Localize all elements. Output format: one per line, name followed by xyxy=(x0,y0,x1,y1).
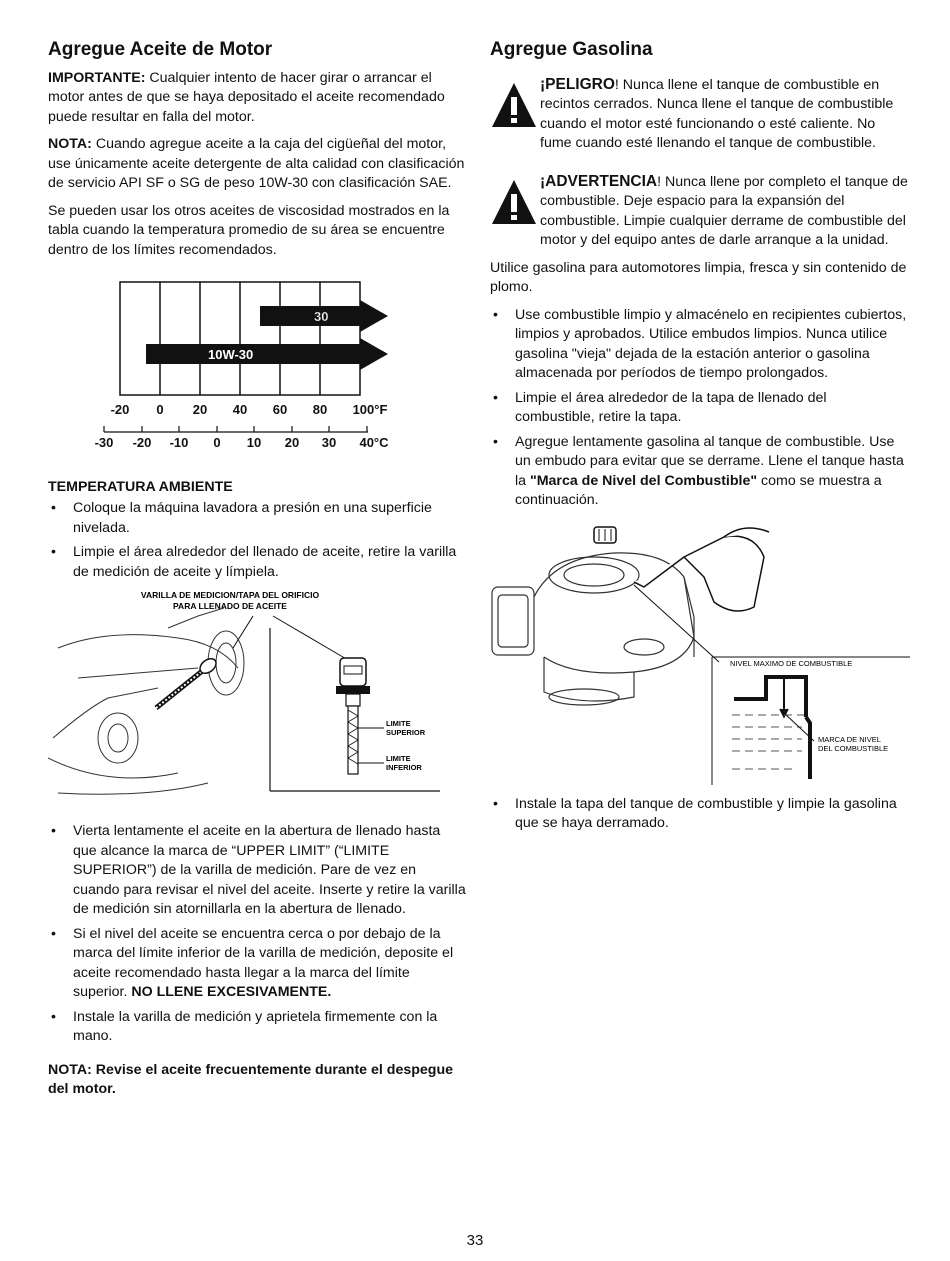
engine-sketch xyxy=(492,553,694,705)
tick-c: -10 xyxy=(169,435,189,451)
tick-f: 20 xyxy=(192,402,208,418)
tick-c: 20 xyxy=(284,435,300,451)
list-item xyxy=(48,822,466,920)
tick-c: 30 xyxy=(321,435,337,451)
lower-limit-label: INFERIOR xyxy=(386,763,422,773)
nota-paragraph xyxy=(48,135,466,194)
tick-f: 100°F xyxy=(352,402,388,418)
bullet-dot: • xyxy=(493,795,498,812)
bullet-dot: • xyxy=(493,433,498,450)
list-item-text: Si el nivel del aceite se encuentra cerca o por debajo de la marca del límite inferior de la varilla de medición, deposite el aceite recomendado hasta llegar a la marca del límite superior. xyxy=(73,925,454,1001)
list-item xyxy=(490,389,910,428)
list-item-text: Instale la tapa del tanque de combustible y limpie la gasolina que se haya derramado. xyxy=(515,795,897,832)
bullet-dot: • xyxy=(493,306,498,323)
bullet-dot: • xyxy=(51,925,56,942)
no-overfill-warning: NO LLENE EXCESIVAMENTE. xyxy=(131,984,332,1001)
fuel-level-mark-label-1: MARCA DE NIVEL xyxy=(818,734,881,744)
fahrenheit-ticks xyxy=(111,402,388,417)
bullet-dot: • xyxy=(51,500,56,517)
warning-triangle-icon xyxy=(490,178,538,226)
section-title-fuel: Agregue Gasolina xyxy=(490,39,653,60)
importante-paragraph xyxy=(48,69,466,128)
danger-block xyxy=(490,75,910,154)
tick-c: 10 xyxy=(246,435,262,451)
warning-triangle-icon xyxy=(490,81,538,129)
page-number: 33 xyxy=(466,1232,484,1249)
tick-f: 40 xyxy=(232,402,248,418)
list-item-text: Instale la varilla de medición y aprietela firmemente con la mano. xyxy=(73,1008,438,1045)
limit-label-lower: LIMITE xyxy=(386,754,411,764)
tick-c: -30 xyxy=(94,435,114,451)
tick-c: 0 xyxy=(213,435,221,451)
dipstick-figure xyxy=(48,588,466,810)
max-fuel-level-label: NIVEL MAXIMO DE COMBUSTIBLE xyxy=(730,658,853,668)
limit-label-upper: LIMITE xyxy=(386,719,411,729)
fuel-can-sketch xyxy=(634,528,769,611)
ambient-temperature-heading: TEMPERATURA AMBIENTE xyxy=(48,479,233,496)
tick-f: 80 xyxy=(312,402,328,418)
list-item-text: Limpie el área alrededor de la tapa de llenado del combustible, retire la tapa. xyxy=(515,389,827,426)
nota-label: NOTA: xyxy=(48,136,92,153)
bullet-dot: • xyxy=(51,823,56,840)
list-item xyxy=(48,1008,466,1047)
list-item xyxy=(490,795,910,834)
tick-f: 60 xyxy=(272,402,288,418)
fuel-illustration xyxy=(484,517,910,785)
viscosity-paragraph: Se pueden usar los otros aceites de viscosidad mostrados en la tabla cuando la temperatura promedio de su área se encuentre dentro de los límites recomendados. xyxy=(48,202,450,258)
tick-c: -20 xyxy=(132,435,152,451)
list-item-text: Coloque la máquina lavadora a presión en una superficie nivelada. xyxy=(73,500,432,536)
dipstick-caption-2: PARA LLENADO DE ACEITE xyxy=(173,601,287,612)
nota-text: Cuando agregue aceite a la caja del cigüeñal del motor, use únicamente aceite detergente de alta calidad con clasificación de servicio API SF o SG de peso 10W-30 con clasificación SAE. xyxy=(48,136,465,192)
dipstick-illustration xyxy=(48,588,466,810)
list-item xyxy=(490,433,910,511)
check-oil-note: NOTA: Revise el aceite frecuentemente durante el despegue del motor. xyxy=(48,1061,454,1098)
viscosity-chart xyxy=(48,272,466,477)
list-item xyxy=(48,543,466,582)
danger-text: ! Nunca llene el tanque de combustible en recintos cerrados. Nunca llene el tanque de combustible cuando el motor esté funcionando o esté caliente. No fume cuando esté llenando el tanque de combustible. xyxy=(540,76,894,152)
oil-fill-list xyxy=(48,822,466,1047)
importante-text: Cualquier intento de hacer girar o arrancar el motor antes de que se haya depositado el aceite recomendado puede resultar en falla del motor. xyxy=(48,69,445,125)
fuel-type-paragraph: Utilice gasolina para automotores limpia, fresca y sin contenido de plomo. xyxy=(490,259,907,296)
importante-label: IMPORTANTE: xyxy=(48,69,146,86)
fuel-fill-figure xyxy=(484,517,910,785)
dipstick-angled xyxy=(156,656,219,708)
list-item xyxy=(48,925,466,1003)
tick-f: -20 xyxy=(110,402,130,418)
fuel-cap-icon xyxy=(594,527,616,543)
list-item-text: como se muestra a continuación. xyxy=(515,472,882,509)
list-item xyxy=(48,499,466,538)
viscosity-chart-graphic xyxy=(48,272,466,477)
list-item xyxy=(490,306,910,384)
tick-f: 0 xyxy=(156,402,164,418)
list-item-text: Agregue lentamente gasolina al tanque de combustible. Use un embudo para evitar que se derrame. Llene el tanque hasta la xyxy=(515,433,904,489)
bullet-dot: • xyxy=(51,544,56,561)
section-title-oil: Agregue Aceite de Motor xyxy=(48,39,273,60)
oil-30-label: 30 xyxy=(314,309,329,325)
fuel-level-lines xyxy=(732,715,804,769)
fuel-finish-list xyxy=(490,795,910,834)
dipstick-detail xyxy=(336,658,370,774)
fuel-level-mark-label-2: DEL COMBUSTIBLE xyxy=(818,743,889,753)
list-item-text: Vierta lentamente el aceite en la abertura de llenado hasta que alcance la marca de “UPPER LIMIT” (“LIMITE SUPERIOR”) de la varilla de medición. Pare de vez en cuando para revisar el nivel del aceite. Inserte y retire la varilla de medición sin atornillarla en la abertura de llenado. xyxy=(73,823,466,918)
bullet-dot: • xyxy=(51,1008,56,1025)
warning-block xyxy=(490,172,910,251)
right-column xyxy=(490,40,910,840)
list-item-text: Limpie el área alrededor del llenado de aceite, retire la varilla de medición de aceite y límpiela. xyxy=(73,544,457,580)
filler-neck-detail xyxy=(734,677,810,779)
list-item-text: Use combustible limpio y almacénelo en recipientes cubiertos, limpios y aprobados. Utilice embudos limpios. Nunca utilice gasolina "vieja" dejada de la estación anterior o gasolina almacenada por períodos de tiempo prolongados. xyxy=(515,306,907,382)
oil-10w30-bar xyxy=(146,338,388,370)
bullet-dot: • xyxy=(493,389,498,406)
left-column xyxy=(48,40,466,1108)
celsius-ticks xyxy=(95,435,390,450)
tick-c: 40°C xyxy=(359,435,389,451)
oil-10w30-label: 10W-30 xyxy=(208,347,254,363)
warning-text: ! Nunca llene por completo el tanque de combustible. Deje espacio para la expansión del combustible. Limpie cualquier derrame de combustible del motor y del equipo antes de darle arranque a la unidad. xyxy=(540,173,908,249)
upper-limit-label: SUPERIOR xyxy=(386,728,426,738)
warning-keyword: ¡ADVERTENCIA xyxy=(540,172,658,190)
fuel-prep-list xyxy=(490,306,910,511)
danger-keyword: ¡PELIGRO xyxy=(540,75,615,93)
fuel-level-mark-term: "Marca de Nivel del Combustible" xyxy=(529,472,758,489)
oil-prep-list xyxy=(48,499,466,582)
dipstick-caption-1: VARILLA DE MEDICION/TAPA DEL ORIFICIO xyxy=(140,590,320,601)
